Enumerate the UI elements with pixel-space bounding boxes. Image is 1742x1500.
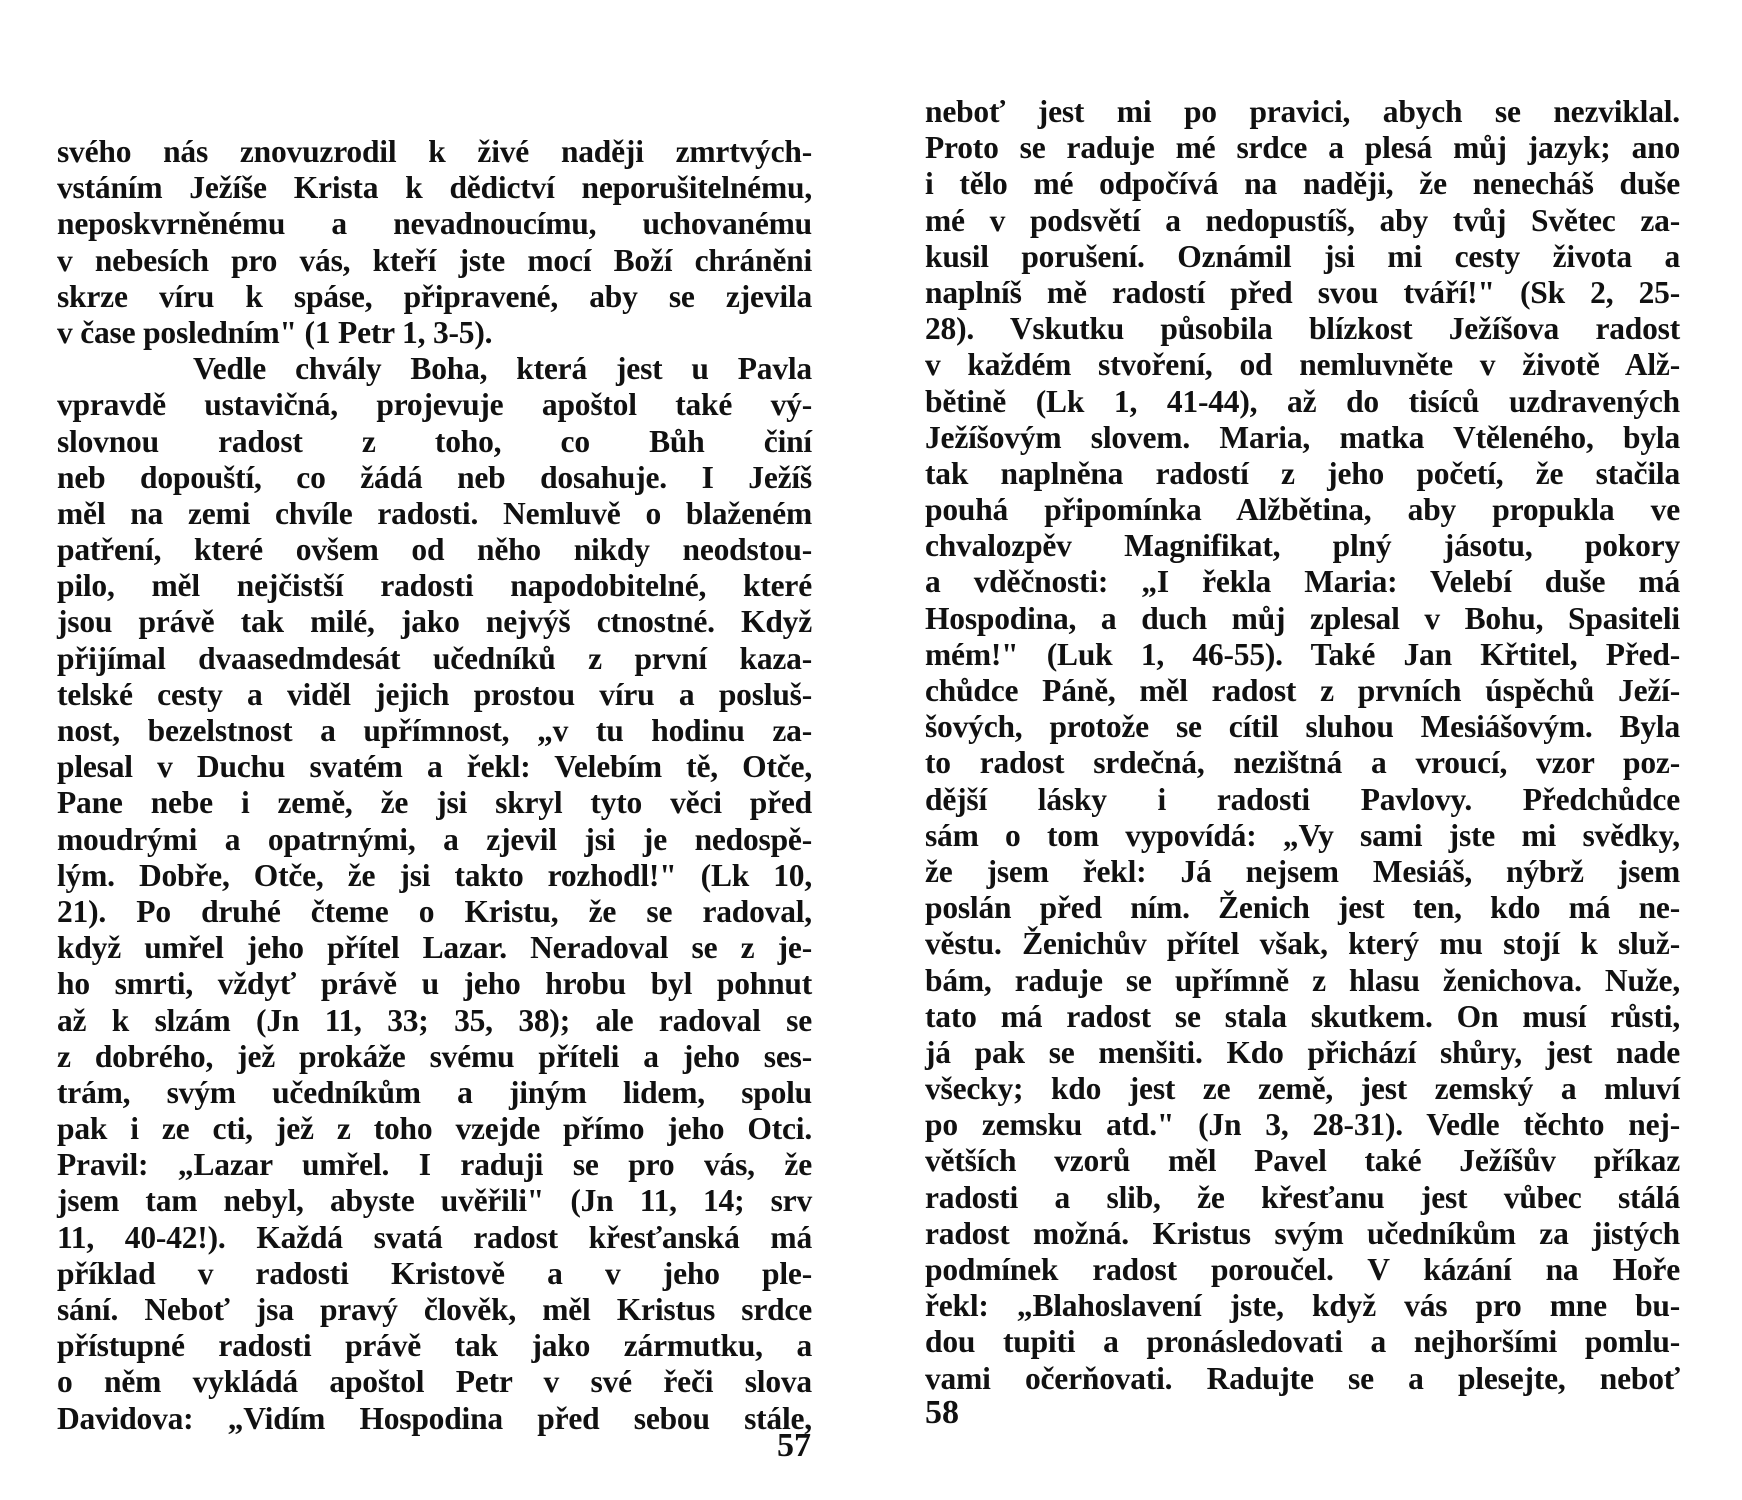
text-line: dou tupiti a pronásledovati a nejhoršími pomlu- <box>925 1324 1680 1360</box>
text-line: slovnou radost z toho, co Bůh činí <box>57 423 812 459</box>
text-line: neposkvrněnému a nevadnoucímu, uchovanému <box>57 206 812 242</box>
text-line: sání. Neboť jsa pravý člověk, měl Kristus srdce <box>57 1292 812 1327</box>
text-line: mé v podsvětí a nedopustíš, aby tvůj Světec za- <box>925 202 1680 238</box>
text-line: a vděčnosti: „I řekla Maria: Velebí duše má <box>925 564 1680 600</box>
text-line: moudrými a opatrnými, a zjevil jsi je nedospě- <box>57 821 812 857</box>
text-line: Vedle chvály Boha, která jest u Pavla <box>193 351 812 387</box>
text-line: že jsem řekl: Já nejsem Mesiáš, nýbrž jsem <box>925 853 1680 889</box>
text-line: bám, raduje se upřímně z hlasu ženichova. Nuže, <box>925 962 1680 998</box>
text-line: i tělo mé odpočívá na naději, že nenecháš duše <box>925 166 1680 202</box>
text-line: pilo, měl nejčistší radosti napodobitelné, které <box>57 568 812 604</box>
left-page-number: 57 <box>777 1427 811 1464</box>
text-line: Pravil: „Lazar umřel. I raduji se pro vás, že <box>57 1147 812 1183</box>
text-line: já pak se menšiti. Kdo přichází shůry, jest nade <box>925 1034 1680 1070</box>
text-line: dější lásky i radosti Pavlovy. Předchůdce <box>925 781 1680 817</box>
text-line: vpravdě ustavičná, projevuje apoštol také vý- <box>57 387 812 423</box>
right-page-text <box>925 94 1680 1397</box>
text-line: Hospodina, a duch můj zplesal v Bohu, Spasiteli <box>925 600 1680 636</box>
text-line: o něm vykládá apoštol Petr v své řeči slova <box>57 1364 812 1400</box>
text-line: plesal v Duchu svatém a řekl: Velebím tě, Otče, <box>57 749 812 785</box>
text-line: jsem tam nebyl, abyste uvěřili" (Jn 11, 14; srv <box>57 1183 812 1219</box>
text-line: přístupné radosti právě tak jako zármutku, a <box>57 1328 812 1364</box>
text-line: neboť jest mi po pravici, abych se nezviklal. <box>925 94 1680 129</box>
text-line: trám, svým učedníkům a jiným lidem, spolu <box>57 1074 812 1110</box>
text-line: z dobrého, jež prokáže svému příteli a jeho ses- <box>57 1038 812 1074</box>
text-line: vstáním Ježíše Krista k dědictví neporušitelnému, <box>57 170 812 206</box>
text-line: chůdce Páně, měl radost z prvních úspěchů Ježí- <box>925 673 1680 708</box>
text-line: pak i ze cti, jež z toho vzejde přímo jeho Otci. <box>57 1111 812 1147</box>
text-line: když umřel jeho přítel Lazar. Neradoval se z je- <box>57 930 812 966</box>
right-page-number: 58 <box>925 1394 959 1431</box>
text-line: neb dopouští, co žádá neb dosahuje. I Ježíš <box>57 459 812 495</box>
text-line: Ježíšovým slovem. Maria, matka Vtěleného, byla <box>925 419 1680 455</box>
text-line: řekl: „Blahoslavení jste, když vás pro mne bu- <box>925 1288 1680 1324</box>
text-line: ho smrti, vždyť právě u jeho hrobu byl pohnut <box>57 966 812 1002</box>
text-line: bětině (Lk 1, 41-44), až do tisíců uzdravených <box>925 383 1680 419</box>
text-line: po zemsku atd." (Jn 3, 28-31). Vedle těchto nej- <box>925 1107 1680 1143</box>
text-line: mém!" (Luk 1, 46-55). Také Jan Křtitel, Před- <box>925 636 1680 672</box>
text-line: naplníš mě radostí před svou tváří!" (Sk 2, 25- <box>925 274 1680 310</box>
text-line: podmínek radost poroučel. V kázání na Hoře <box>925 1252 1680 1287</box>
text-line: Pane nebe i země, že jsi skryl tyto věci před <box>57 785 812 821</box>
text-line: radost možná. Kristus svým učedníkům za jistých <box>925 1215 1680 1251</box>
text-line: skrze víru k spáse, připravené, aby se zjevila <box>57 278 812 314</box>
text-line: až k slzám (Jn 11, 33; 35, 38); ale radoval se <box>57 1002 812 1038</box>
text-line: kusil porušení. Oznámil jsi mi cesty života a <box>925 238 1680 274</box>
text-line: Davidova: „Vidím Hospodina před sebou stále, <box>57 1400 812 1436</box>
text-line: 28). Vskutku působila blízkost Ježíšova radost <box>925 311 1680 347</box>
text-line: pouhá připomínka Alžbětina, aby propukla ve <box>925 492 1680 528</box>
text-line: svého nás znovuzrodil k živé naději zmrtvých- <box>57 134 812 169</box>
text-line: věstu. Ženichův přítel však, který mu stojí k služ- <box>925 926 1680 962</box>
text-line: měl na zemi chvíle radosti. Nemluvě o blaženém <box>57 495 812 531</box>
text-line: radosti a slib, že křesťanu jest vůbec stálá <box>925 1179 1680 1215</box>
text-line: 21). Po druhé čteme o Kristu, že se radoval, <box>57 893 812 929</box>
text-line: patření, které ovšem od něho nikdy neodstou- <box>57 532 812 568</box>
text-line: v každém stvoření, od nemluvněte v životě Alž- <box>925 347 1680 383</box>
text-line: poslán před ním. Ženich jest ten, kdo má ne- <box>925 890 1680 926</box>
text-line: všecky; kdo jest ze země, jest zemský a mluví <box>925 1071 1680 1107</box>
text-line: větších vzorů měl Pavel také Ježíšův příkaz <box>925 1143 1680 1179</box>
text-line: v čase posledním" (1 Petr 1, 3-5). <box>57 314 493 350</box>
text-line: lým. Dobře, Otče, že jsi takto rozhodl!" (Lk 10, <box>57 857 812 893</box>
text-line: šových, protože se cítil sluhou Mesiášovým. Byla <box>925 709 1680 745</box>
text-line: tak naplněna radostí z jeho početí, že stačila <box>925 455 1680 491</box>
text-line: chvalozpěv Magnifikat, plný jásotu, pokory <box>925 528 1680 564</box>
text-line: telské cesty a viděl jejich prostou víru a posluš- <box>57 676 812 712</box>
text-line: Proto se raduje mé srdce a plesá můj jazyk; ano <box>925 130 1680 166</box>
text-line: jsou právě tak milé, jako nejvýš ctnostné. Když <box>57 604 812 640</box>
text-line: to radost srdečná, nezištná a vroucí, vzor poz- <box>925 745 1680 781</box>
text-line: sám o tom vypovídá: „Vy sami jste mi svědky, <box>925 817 1680 853</box>
text-line: příklad v radosti Kristově a v jeho ple- <box>57 1255 812 1291</box>
text-line: 11, 40-42!). Každá svatá radost křesťanská má <box>57 1219 812 1255</box>
text-line: tato má radost se stala skutkem. On musí růsti, <box>925 998 1680 1034</box>
text-line: nost, bezelstnost a upřímnost, „v tu hodinu za- <box>57 713 812 748</box>
text-line: přijímal dvaasedmdesát učedníků z první kaza- <box>57 640 812 676</box>
text-line: vami očerňovati. Radujte se a plesejte, neboť <box>925 1360 1680 1396</box>
text-line: v nebesích pro vás, kteří jste mocí Boží chráněni <box>57 242 812 278</box>
left-page-text <box>57 134 812 1437</box>
